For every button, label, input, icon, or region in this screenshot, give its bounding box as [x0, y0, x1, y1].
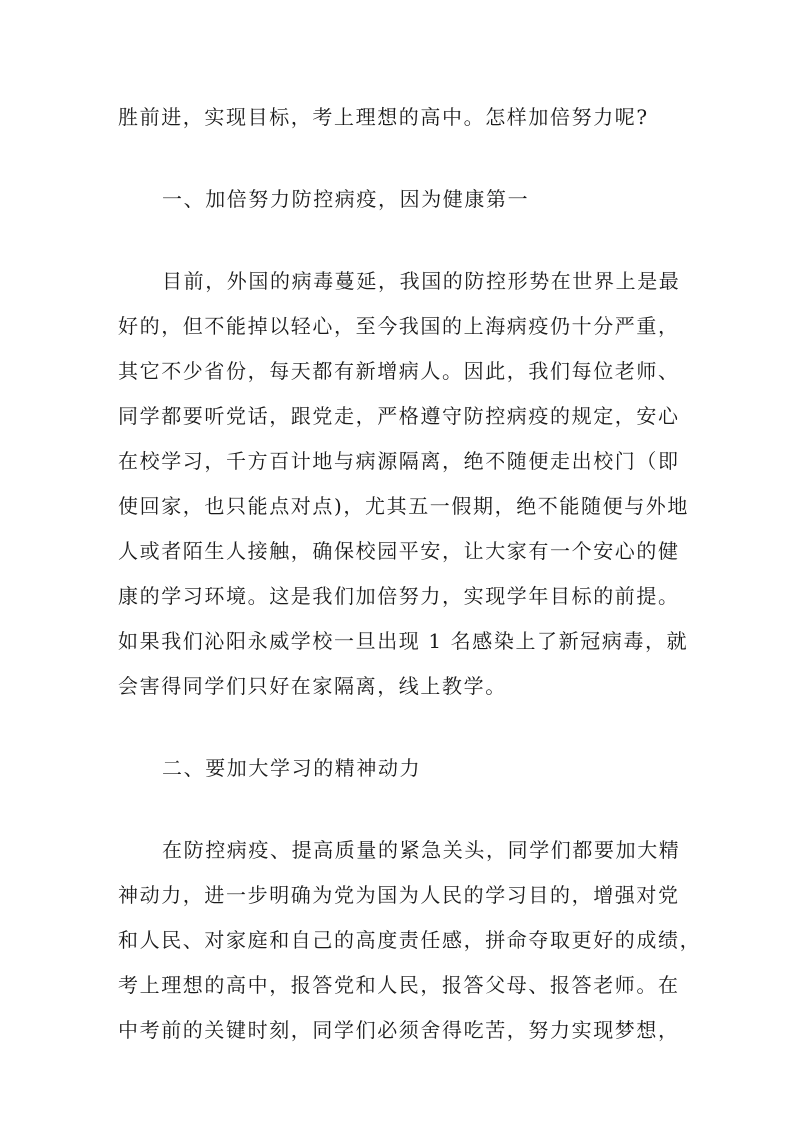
section1-line: 目前，外国的病毒蔓延，我国的防控形势在世界上是最 — [162, 269, 681, 293]
section2-line: 和人民、对家庭和自己的高度责任感，拼命夺取更好的成绩， — [118, 928, 702, 952]
section2-line: 考上理想的高中，报答党和人民，报答父母、报答老师。在 — [118, 973, 680, 997]
section1-line: 如果我们沁阳永威学校一旦出现 1 名感染上了新冠病毒，就 — [118, 629, 689, 653]
section2-line: 在防控病疫、提高质量的紧急关头，同学们都要加大精 — [162, 838, 681, 862]
section1-line: 同学都要听党话，跟党走，严格遵守防控病疫的规定，安心 — [118, 404, 680, 428]
section1-line: 人或者陌生人接触，确保校园平安，让大家有一个安心的健 — [118, 539, 680, 563]
section1-line: 会害得同学们只好在家隔离，线上教学。 — [118, 674, 507, 698]
section2-line: 神动力，进一步明确为党为国为人民的学习目的，增强对党 — [118, 883, 680, 907]
section1-line: 其它不少省份，每天都有新增病人。因此，我们每位老师、 — [118, 359, 680, 383]
section1-line: 在校学习，千方百计地与病源隔离，绝不随便走出校门（即 — [118, 449, 680, 473]
section2-heading: 二、要加大学习的精神动力 — [162, 756, 422, 780]
section2-line: 中考前的关键时刻，同学们必须舍得吃苦，努力实现梦想， — [118, 1018, 680, 1042]
section1-line: 好的，但不能掉以轻心，至今我国的上海病疫仍十分严重， — [118, 314, 680, 338]
section1-line: 使回家，也只能点对点)，尤其五一假期，绝不能随便与外地 — [118, 494, 690, 518]
intro-tail-line: 胜前进，实现目标，考上理想的高中。怎样加倍努力呢? — [118, 105, 649, 129]
section1-line: 康的学习环境。这是我们加倍努力，实现学年目标的前提。 — [118, 584, 680, 608]
section1-heading: 一、加倍努力防控病疫，因为健康第一 — [162, 187, 530, 211]
